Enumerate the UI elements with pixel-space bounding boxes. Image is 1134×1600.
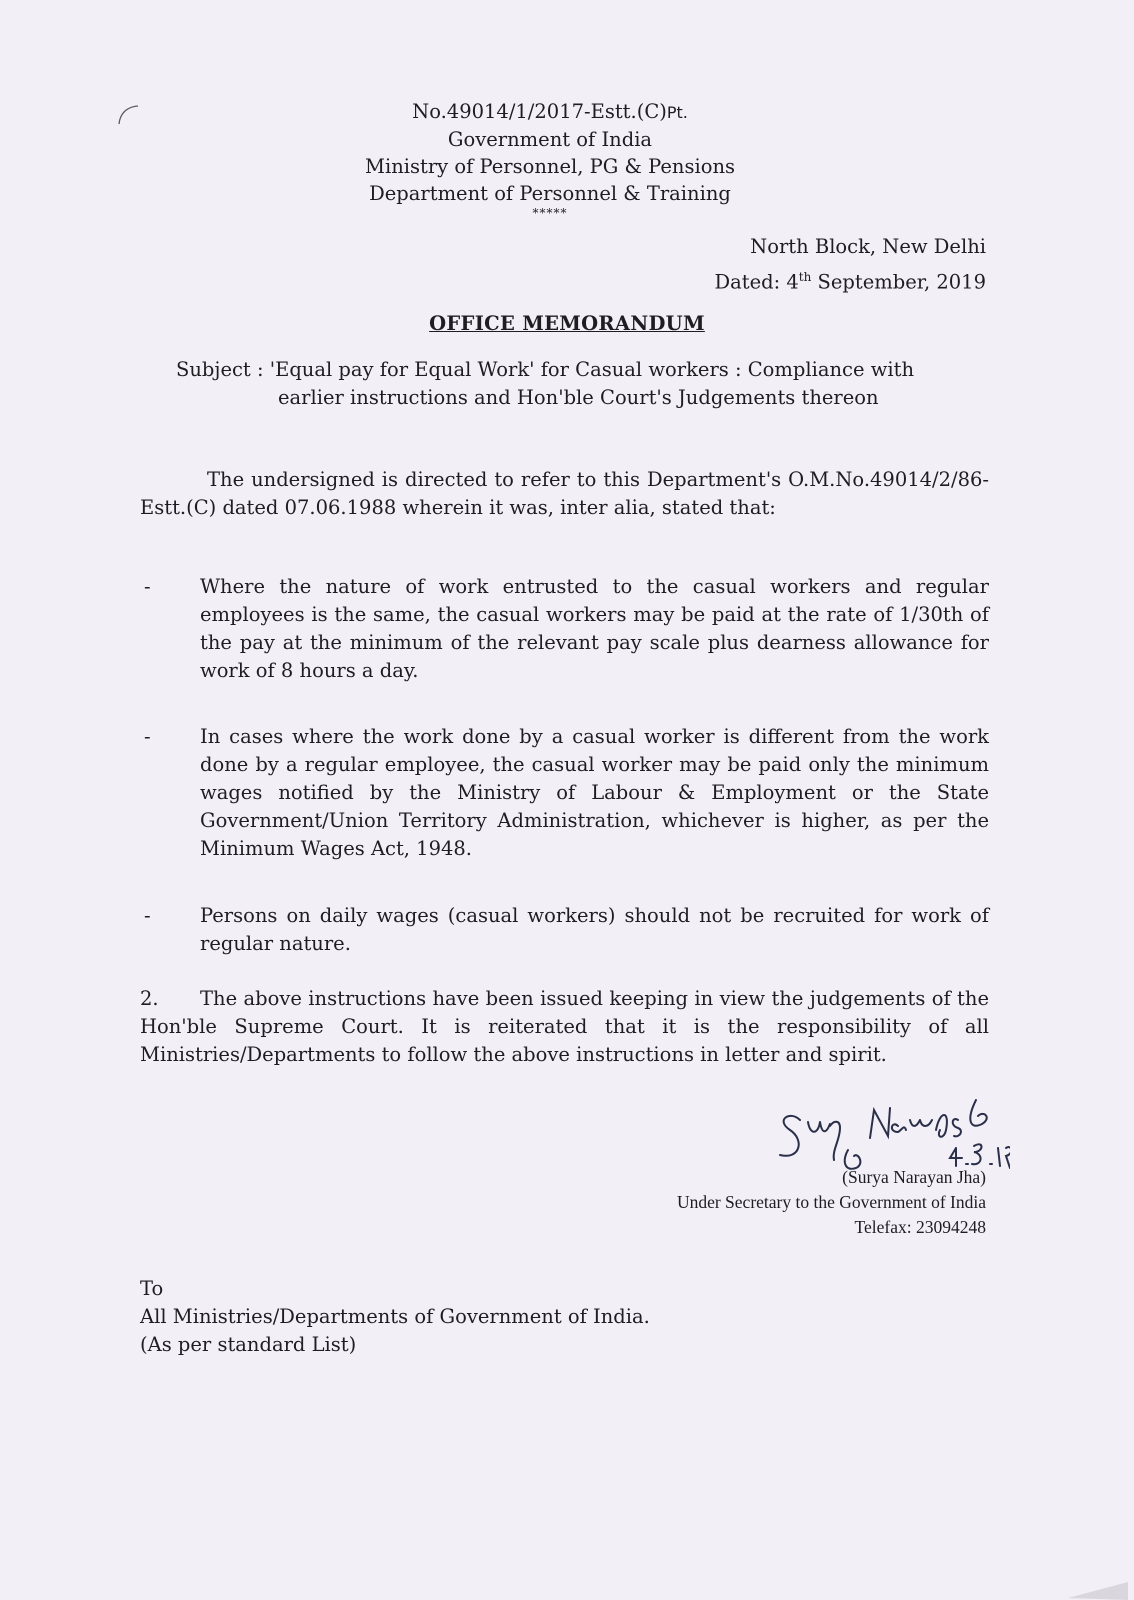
signatory-designation: Under Secretary to the Government of India [676,1192,986,1212]
separator-stars: ***** [532,206,568,220]
memo-title: OFFICE MEMORANDUM [429,312,705,335]
bullet-dash: - [144,575,151,598]
paragraph-2 [140,985,989,1069]
scan-corner-artifact [1068,1560,1128,1600]
bullet-item [140,902,989,958]
signatory-telefax: Telefax: 23094248 [854,1217,986,1237]
paragraph-1: The undersigned is directed to refer to this Department's O.M.No.49014/2/86-Estt.(C) dated 07.06.1988 wherein it was, inter alia, stated that: [140,468,989,519]
government-name: Government of India [447,128,653,151]
recipient-line-2: (As per standard List) [140,1333,357,1356]
bullet-text: Persons on daily wages (casual workers) should not be recruited for work of regular nature. [200,904,989,955]
department-name: Department of Personnel & Training [369,182,731,205]
paragraph-2-text: The above instructions have been issued keeping in view the judgements of the Hon'ble Supreme Court. It is reiterated that it is the responsibility of all Ministries/Departments to follow the above instructions in letter and spirit. [140,987,989,1066]
bullet-item [140,723,989,863]
signature-block [677,1165,986,1240]
subject-label: Subject : [176,358,270,381]
recipient-line-1: All Ministries/Departments of Government of India. [140,1305,650,1328]
date: Dated: 4th September, 2019 [714,270,986,294]
recipients-block [140,1275,650,1359]
subject-block [176,356,1006,412]
file-number: No.49014/1/2017-Estt.(C)Pt. [412,100,688,123]
bullet-text: Where the nature of work entrusted to the casual workers and regular employees is the same, the casual workers may be paid at the rate of 1/30th of the pay at the minimum of the relevant pay scale plus dearness allowance for work of 8 hours a day. [200,575,989,682]
ministry-name: Ministry of Personnel, PG & Pensions [364,155,736,178]
bullet-item [140,573,989,685]
to-label: To [140,1277,164,1300]
bullet-text: In cases where the work done by a casual worker is different from the work done by a regular employee, the casual worker may be paid only the minimum wages notified by the Ministry of Labour & Employment or the State Government/Union Territory Administration, whichever is higher, as per the Minimum Wages Act, 1948. [200,725,989,860]
subject-line-2: earlier instructions and Hon'ble Court's Judgements thereon [278,386,879,409]
bullet-dash: - [144,904,151,927]
signatory-name: (Surya Narayan Jha) [842,1167,986,1187]
file-number-suffix: Pt. [666,103,688,122]
location: North Block, New Delhi [750,235,986,258]
margin-mark [116,104,142,126]
letterhead [300,98,800,219]
paragraph-number: 2. [140,987,159,1010]
place-date-block [714,232,986,298]
bullet-dash: - [144,725,151,748]
subject-line-1: 'Equal pay for Equal Work' for Casual workers : Compliance with [269,358,915,381]
